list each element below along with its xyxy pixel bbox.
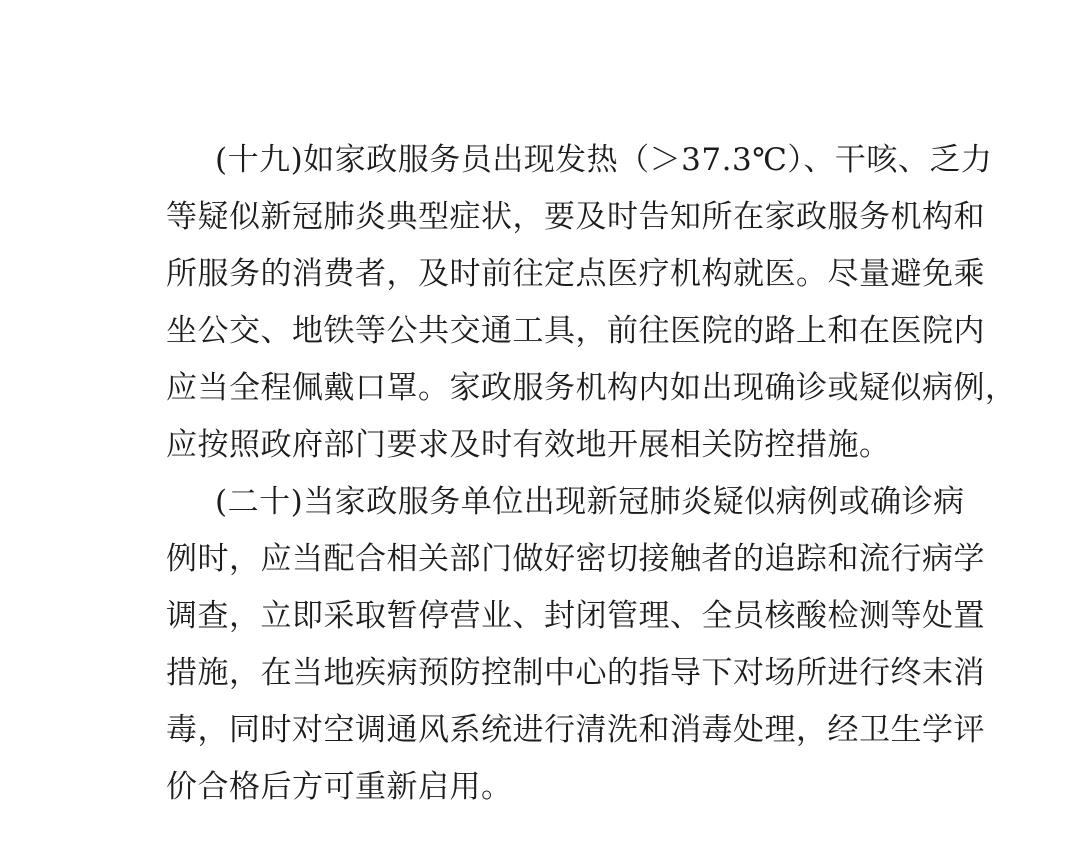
text-line: 所服务的消费者，及时前往定点医疗机构就医。尽量避免乘 xyxy=(166,256,985,292)
text-line: 价合格后方可重新启用。 xyxy=(166,769,513,805)
text-line: 例时，应当配合相关部门做好密切接触者的追踪和流行病学 xyxy=(166,541,985,577)
text-line: 应当全程佩戴口罩。家政服务机构内如出现确诊或疑似病例， xyxy=(166,370,1017,406)
text-line: 调查，立即采取暂停营业、封闭管理、全员核酸检测等处置 xyxy=(166,598,985,634)
text-line: 毒，同时对空调通风系统进行清洗和消毒处理，经卫生学评 xyxy=(166,712,985,748)
text-line: 坐公交、地铁等公共交通工具，前往医院的路上和在医院内 xyxy=(166,313,985,349)
text-line: 等疑似新冠肺炎典型症状，要及时告知所在家政服务机构和 xyxy=(166,199,985,235)
text-line: 措施，在当地疾病预防控制中心的指导下对场所进行终末消 xyxy=(166,655,985,691)
text-line: 应按照政府部门要求及时有效地开展相关防控措施。 xyxy=(166,427,891,463)
text-line: (十九)如家政服务员出现发热（＞37.3℃）、干咳、乏力 xyxy=(215,142,993,178)
text-line: (二十)当家政服务单位出现新冠肺炎疑似病例或确诊病 xyxy=(215,484,965,520)
